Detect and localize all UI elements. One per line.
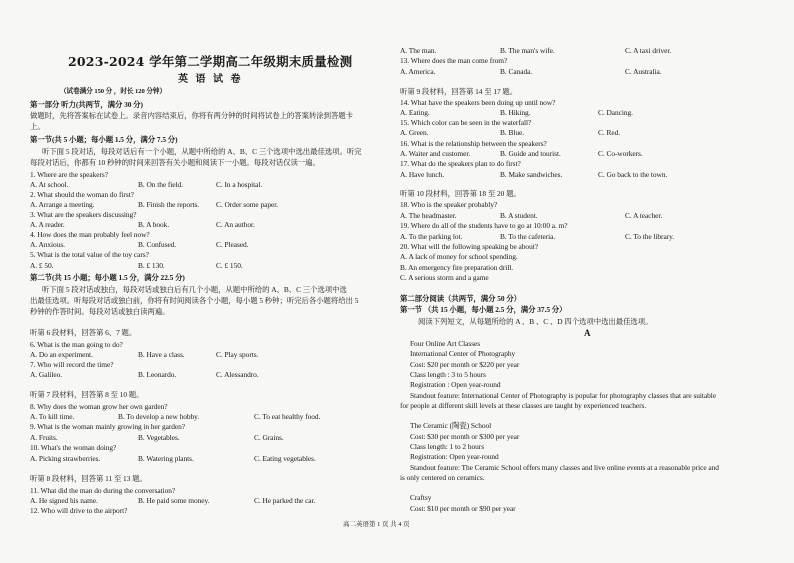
option-b: B. To develop a new hobby.: [118, 412, 200, 421]
exam-meta: （试卷满分 150 分 ，时长 120 分钟）: [60, 88, 166, 95]
option-a: A. Waiter and customer.: [400, 149, 471, 158]
class-cost: Cost: $20 per month or $220 per year: [410, 360, 520, 369]
class-registration: Registration : Open year-round: [410, 380, 501, 389]
option-c: C. An author.: [216, 220, 255, 229]
page-footer: 高二英语第 1 页 共 4 页: [343, 521, 410, 528]
option-b: B. Vegetables.: [138, 433, 180, 442]
option-a: A. Anxious.: [30, 240, 65, 249]
option-a: A. The headmaster.: [400, 211, 457, 220]
option-a: A. Fruits.: [30, 433, 58, 442]
question-text: 4. How does the man probably feel now?: [30, 230, 150, 239]
option-a: A. Green.: [400, 128, 429, 137]
option-row: [400, 47, 671, 55]
question-text: 16. What is the relationship between the speakers?: [400, 139, 547, 148]
class-length: Class length: 1 to 2 hours: [410, 442, 485, 451]
option-row: [30, 262, 243, 270]
option-a: A. To the parking lot.: [400, 232, 463, 241]
listening-instruction: 听第 7 段材料，回答第 8 至 10 题。: [30, 390, 144, 399]
class-feature: Standout feature: The Ceramic School offers many classes and live online events at a reasonable price and: [410, 463, 719, 472]
option-a: A. £ 50.: [30, 261, 54, 270]
class-cost: Cost: $30 per month or $300 per year: [410, 432, 520, 441]
option-b: B. The man's wife.: [500, 46, 555, 55]
part2-section1-heading: 第一节 （共 15 小题，每小题 2.5 分，满分 37.5 分）: [400, 305, 567, 314]
question-text: 2. What should the woman do first?: [30, 190, 134, 199]
option-a: A. America.: [400, 67, 436, 76]
passage-letter: A: [584, 328, 591, 338]
option-row: [30, 434, 284, 442]
part1-intro-line: 上。: [30, 122, 45, 131]
option-c: C. A serious storm and a game: [400, 273, 489, 282]
option-b: B. Confused.: [138, 240, 177, 249]
question-text: 8. Why does the woman grow her own garden?: [30, 402, 168, 411]
option-row: [30, 413, 320, 421]
option-c: C. Australia.: [625, 67, 662, 76]
option-row: [400, 129, 620, 137]
class-feature: Standout feature: International Center of Photography is popular for photography classes that are suitable: [410, 391, 717, 400]
option-row: [400, 150, 643, 158]
option-b: B. To the cafeteria.: [500, 232, 556, 241]
part1-intro-line: 做题时，先将答案标在试卷上。录音内容结束后，你将有两分钟的时间将试卷上的答案转涂到答题卡: [30, 111, 353, 120]
option-c: C. Play sports.: [216, 350, 259, 359]
option-row: [400, 233, 674, 241]
question-text: 13. Where does the man come from?: [400, 56, 508, 65]
option-b: B. A book.: [138, 220, 170, 229]
option-b: B. Guide and tourist.: [500, 149, 561, 158]
option-c: C. Red.: [598, 128, 621, 137]
option-row: [30, 371, 259, 379]
option-b: B. He paid some money.: [138, 496, 210, 505]
option-a: A. Do an experiment.: [30, 350, 93, 359]
listening-instruction: 听第 10 段材料，回答第 18 至 20 题。: [400, 189, 521, 198]
option-c: C. Alessandro.: [216, 370, 259, 379]
option-b: B. On the field.: [138, 180, 183, 189]
option-row: [30, 455, 316, 463]
option-c: C. In a hospital.: [216, 180, 263, 189]
section1-intro-line: 每段对话后，你都有 10 秒钟的时间来回答有关小题和阅读下一小题。每段对话仅读一遍。: [30, 158, 320, 167]
part2-section1-intro: 阅读下列短文，从每题所给的 A 、B 、C 、D 四个选项中选出最佳选项。: [418, 317, 653, 326]
section2-intro-line: 听下面 5 段对话或独白，每段对话或独白后有几个小题，从题中所给的 A、B、C 三个选项中选: [42, 285, 347, 294]
question-text: 7. Who will record the time?: [30, 360, 114, 369]
class-cost: Cost: $10 per month or $90 per year: [410, 504, 516, 513]
section1-intro-line: 听下面 5 段对话，每段对话后有一个小题，从题中所给的 A、B、C 三个选项中选出最佳选项。听完: [42, 147, 362, 156]
listening-instruction: 听第 8 段材料，回答第 11 至 13 题。: [30, 474, 147, 483]
option-a: A. Galileo.: [30, 370, 63, 379]
option-b: B. Have a class.: [138, 350, 185, 359]
option-c: C. He parked the car.: [254, 496, 316, 505]
option-a: A. Arrange a meeting.: [30, 200, 95, 209]
option-b: B. Make sandwiches.: [500, 170, 563, 179]
question-text: 15. Which color can be seen in the waterfall?: [400, 118, 532, 127]
question-text: 6. What is the man going to do?: [30, 340, 123, 349]
section2-heading: 第二节(共 15 小题；每小题 1.5 分，满分 22.5 分): [30, 273, 185, 282]
option-a: A. At school.: [30, 180, 69, 189]
question-text: 9. What is the woman mainly growing in her garden?: [30, 422, 185, 431]
question-text: 1. Where are the speakers?: [30, 170, 108, 179]
option-b: B. £ 130.: [138, 261, 165, 270]
option-row: [400, 171, 667, 179]
class-name: Craftsy: [410, 493, 432, 502]
option-c: C. To the library.: [625, 232, 675, 241]
part2-heading: 第二部分阅读（共两节，满分 50 分）: [400, 294, 521, 303]
option-a: A. To kill time.: [30, 412, 75, 421]
question-text: 14. What have the speakers been doing up until now?: [400, 98, 556, 107]
option-row: [30, 351, 258, 359]
section1-heading: 第一节(共 5 小题；每小题 1.5 分，满分 7.5 分): [30, 135, 178, 144]
option-c: C. A teacher.: [625, 211, 663, 220]
option-c: C. Go back to the town.: [598, 170, 668, 179]
question-text: 11. What did the man do during the conversation?: [30, 486, 176, 495]
exam-subtitle: 英 语 试 卷: [178, 74, 243, 85]
option-row: [30, 181, 262, 189]
option-c: C. Pleased.: [216, 240, 249, 249]
section2-intro-line: 秒钟的作答时间。每段对话或独白读两遍。: [30, 307, 170, 316]
option-b: B. Watering plants.: [138, 454, 194, 463]
option-row: [400, 68, 662, 76]
question-text: 12. Who will drive to the airport?: [30, 506, 128, 515]
option-c: C. Eating vegetables.: [254, 454, 316, 463]
passage-title: Four Online Art Classes: [410, 339, 481, 348]
option-c: C. A taxi driver.: [625, 46, 672, 55]
question-text: 19. Where do all of the students have to go at 10:00 a. m?: [400, 221, 568, 230]
class-feature: for people at different skill levels at these classes are taught by experienced teachers.: [400, 401, 647, 410]
option-c: C. Co-workers.: [598, 149, 643, 158]
option-row: [400, 109, 633, 117]
option-b: B. An emergency fire preparation drill.: [400, 263, 514, 272]
option-c: C. To eat healthy food.: [254, 412, 321, 421]
option-b: B. Blue.: [500, 128, 525, 137]
option-c: C. Grains.: [254, 433, 284, 442]
class-name: International Center of Photography: [410, 349, 516, 358]
option-c: C. £ 150.: [216, 261, 243, 270]
option-a: A. Eating.: [400, 108, 430, 117]
part1-heading: 第一部分 听力(共两节，满分 30 分): [30, 100, 143, 109]
option-a: A. A lack of money for school spending.: [400, 252, 518, 261]
option-a: A. The man.: [400, 46, 437, 55]
question-text: 3. What are the speakers discussing?: [30, 210, 137, 219]
class-feature: is only centered on ceramics.: [400, 473, 485, 482]
question-text: 10. What's the woman doing?: [30, 443, 117, 452]
option-b: B. Leonardo.: [138, 370, 177, 379]
listening-instruction: 听第 9 段材料，回答第 14 至 17 题。: [400, 87, 518, 96]
option-a: A. Have lunch.: [400, 170, 445, 179]
option-b: B. A student.: [500, 211, 538, 220]
option-b: B. Finish the reports.: [138, 200, 200, 209]
option-c: C. Order some paper.: [216, 200, 279, 209]
option-row: [30, 497, 315, 505]
option-b: B. Canada.: [500, 67, 533, 76]
option-a: A. He signed his name.: [30, 496, 98, 505]
section2-intro-line: 出最佳选项。听每段对话或独白前，你将有时间阅读各个小题，每小题 5 秒钟；听完后各小题将给出 5: [30, 296, 359, 305]
option-b: B. Hiking.: [500, 108, 531, 117]
question-text: 20. What will the following speaking be about?: [400, 242, 538, 251]
listening-instruction: 听第 6 段材料，回答第 6、7 题。: [30, 328, 137, 337]
class-name: The Ceramic (陶瓷) School: [410, 421, 492, 430]
option-row: [30, 221, 255, 229]
option-c: C. Dancing.: [598, 108, 633, 117]
option-row: [30, 201, 278, 209]
exam-title: 2023-2024 学年第二学期高二年级期末质量检测: [68, 54, 353, 69]
option-a: A. A reader.: [30, 220, 65, 229]
option-row: [30, 241, 249, 249]
question-text: 17. What do the speakers plan to do first?: [400, 159, 521, 168]
question-text: 5. What is the total value of the toy cars?: [30, 250, 149, 259]
option-row: [400, 212, 662, 220]
question-text: 18. Who is the speaker probably?: [400, 200, 498, 209]
option-a: A. Picking strawberries.: [30, 454, 101, 463]
class-length: Class length : 3 to 5 hours: [410, 370, 486, 379]
class-registration: Registration: Open year-round: [410, 452, 499, 461]
